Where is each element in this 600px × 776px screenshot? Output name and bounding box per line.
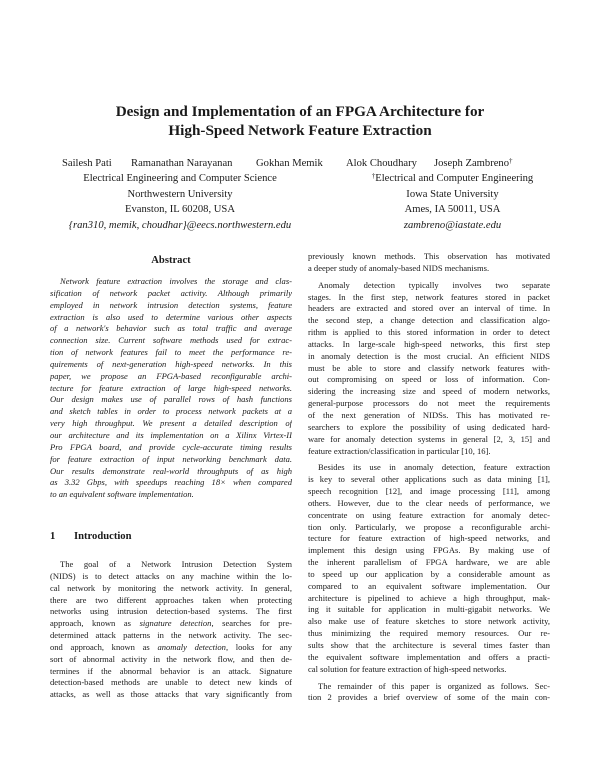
text-line: feature extraction/classification in particular [10, 16]. [308, 445, 491, 456]
text-line: of the next generation of NIDSs. This has motivated re- [308, 409, 550, 420]
text-line: in anomaly detection is the most crucial. An efficient NIDS [308, 350, 550, 361]
email: zambreno@iastate.edu [403, 219, 502, 231]
introduction-body-right [308, 251, 550, 709]
text-line: out compromising on speed or loss of information. Con- [308, 374, 550, 385]
address: Ames, IA 50011, USA [404, 204, 501, 216]
text-line: is key to several other applications such as data mining [1], [308, 474, 550, 485]
text-line: searchers to explore the possibility of using dedicated hard- [308, 421, 550, 432]
text-line: architecture is pipelined to achieve a high throughput, mak- [308, 592, 550, 603]
affiliation-mark: † [509, 157, 513, 165]
paragraph [50, 559, 292, 701]
text-line: implement this design using FPGAs. By making use of [308, 545, 550, 556]
paragraph [308, 681, 550, 705]
text-line: there are two different approaches taken when protecting [50, 594, 292, 605]
text-line: for feature extraction of input networking benchmark data. [50, 453, 292, 464]
title-line: High-Speed Network Feature Extraction [168, 122, 432, 139]
introduction-heading [50, 531, 132, 542]
text-line: (NIDS) is to detect attacks on any machine within the lo- [50, 570, 292, 581]
text-line: of a network's behavior such as total traffic and average [50, 323, 292, 334]
text-line: our architecture and its implementation on a Xilinx Virtex-II [50, 429, 292, 440]
text-segment: , looks for any [225, 641, 292, 652]
text-line: The remainder of this paper is organized as follows. Sec- [318, 680, 550, 691]
text-line: Our design makes use of parallel rows of hash functions [50, 394, 292, 405]
text-line: employed in network intrusion detection systems, feature [50, 299, 292, 310]
text-line: others. However, due to the clear needs of performance, we [308, 497, 550, 508]
department: Electrical and Computer Engineering [375, 173, 534, 185]
text-line: ing it suitable for application in multi-gigabit networks. We [308, 604, 550, 615]
text-line: previously known methods. This observation has motivated [308, 251, 550, 261]
text-line: the second step, a change detection and classification algo- [308, 315, 550, 326]
text-line: Anomaly detection typically involves two separate [318, 279, 550, 290]
text-line: tecture for feature extraction of large high-speed networks. [50, 382, 292, 393]
university: Northwestern University [127, 188, 233, 200]
affiliation-mark: † [371, 172, 376, 181]
text-line: Our results demonstrate real-world throughputs of as high [50, 465, 292, 476]
author-name: Sailesh Pati [62, 158, 112, 169]
text-line: ware for anomaly detection systems in general [2, 3, 15] and [308, 433, 550, 444]
text-line: attacks. In large-scale high-speed networks, this first step [308, 338, 550, 349]
text-line: tion of network features fail to meet the performance re- [50, 347, 292, 358]
address: Evanston, IL 60208, USA [125, 204, 235, 216]
text-line: Network feature extraction involves the storage and clas- [60, 276, 292, 286]
text-segment: ond approach, known as [50, 641, 158, 652]
university: Iowa State University [406, 188, 499, 200]
text-line: rithm is applied to this stored information in order to detect [308, 327, 550, 338]
text-line [50, 618, 292, 630]
text-line: tecture for feature extraction of high-speed networks, and [308, 533, 550, 544]
text-line: thus minimizing the required memory resources. Our re- [308, 628, 550, 639]
affiliation-iowa-state [345, 171, 560, 233]
emphasized-term: anomaly detection [157, 641, 226, 652]
text-line: a deeper study of anomaly-based NIDS mechanisms. [308, 262, 490, 273]
affiliation-northwestern [40, 171, 320, 233]
text-line: cal network by monitoring the network activity. In general, [50, 582, 292, 593]
author-name: Alok Choudhary [346, 158, 417, 169]
text-line: tion 2 provides a brief overview of some of the main con- [308, 692, 550, 703]
introduction-body-left [50, 559, 292, 706]
text-line: headers are extracted and stored over an interval of time. In [308, 303, 550, 314]
text-line: very high throughput. We present a detailed description of [50, 418, 292, 429]
abstract-heading: Abstract [151, 255, 191, 266]
section-number: 1 [50, 531, 56, 542]
text-line: speech recognition [12], and image processing [11], among [308, 486, 550, 497]
text-line: extraction is also used to determine various other aspects [50, 311, 292, 322]
text-line: tion only. Particularly, we propose a reconfigurable archi- [308, 521, 550, 532]
department: Electrical Engineering and Computer Science [83, 173, 277, 185]
text-line: also make use of feature sketches to store network activity, [308, 616, 550, 627]
text-line: termines if the abnormal behavior is an attack. Signature [50, 665, 292, 676]
email: {ran310, memik, choudhar}@eecs.northwestern.edu [68, 219, 292, 231]
section-title: Introduction [74, 531, 132, 542]
text-line: compared to an equivalent software implementation. Our [308, 580, 550, 591]
text-line: connection size. Current software methods used for extrac- [50, 335, 292, 346]
paragraph [308, 251, 550, 275]
text-line: Pro FPGA board, and provide cycle-accurate timing results [50, 441, 292, 452]
text-segment: , searches for pre- [211, 618, 292, 629]
abstract-body [50, 276, 292, 506]
paragraph [308, 280, 550, 458]
text-line: the equivalent software implementation and offers a practi- [308, 651, 550, 662]
text-line: sidering the increasing size and speed of modern networks, [308, 386, 550, 397]
paragraph [308, 462, 550, 675]
author-name: Joseph Zambreno [434, 158, 510, 169]
text-line: cal solution for feature extraction of high-speed networks. [308, 663, 507, 674]
title-line: Design and Implementation of an FPGA Architecture for [115, 103, 485, 120]
text-line: determined attack patterns in the network activity. The sec- [50, 630, 292, 641]
text-line: paper, we propose an FPGA-based reconfigurable archi- [50, 370, 292, 381]
paragraph [50, 276, 292, 501]
text-line: general-purpose processors do not meet the requirements [308, 398, 550, 409]
text-line: Besides its use in anomaly detection, feature extraction [318, 462, 550, 473]
text-line: sification of network packet activity. Although primarily [50, 287, 292, 298]
paper-title [0, 102, 600, 140]
text-segment: approach, known as [50, 618, 140, 629]
text-line: sort of abnormal activity in the network flow, and then de- [50, 653, 292, 664]
text-line: must be able to store and classify network features with- [308, 362, 550, 373]
text-line: attacks, as well as those attacks that vary significantly from [50, 689, 292, 700]
text-line [50, 642, 292, 654]
text-line: stages. In the first step, network features stored in packet [308, 291, 550, 302]
text-line: quirements of next-generation high-speed networks. In this [50, 358, 292, 369]
text-line: The goal of a Network Intrusion Detection System [60, 559, 292, 569]
text-line: networks using intrusion detection-based systems. The first [50, 606, 292, 617]
text-line: the inherent parallelism of FPGA hardware, we are able [308, 557, 550, 568]
text-line: to an equivalent software implementation. [50, 489, 194, 500]
text-line: and sketch tables in order to process network packets at a [50, 406, 292, 417]
emphasized-term: signature detection [139, 618, 212, 629]
text-line: sults show that the architecture is several times faster than [308, 640, 550, 650]
text-line: detection-based methods are unable to detect new kinds of [50, 677, 292, 688]
author-name: Ramanathan Narayanan [131, 158, 233, 169]
text-line: concentrate on using feature extraction for anomaly detec- [308, 509, 550, 520]
text-line: to speed up our application by a considerable amount as [308, 568, 550, 579]
text-line: as 3.32 Gbps, with speedups reaching 18× when compared [50, 477, 292, 488]
author-name: Gokhan Memik [256, 158, 323, 169]
